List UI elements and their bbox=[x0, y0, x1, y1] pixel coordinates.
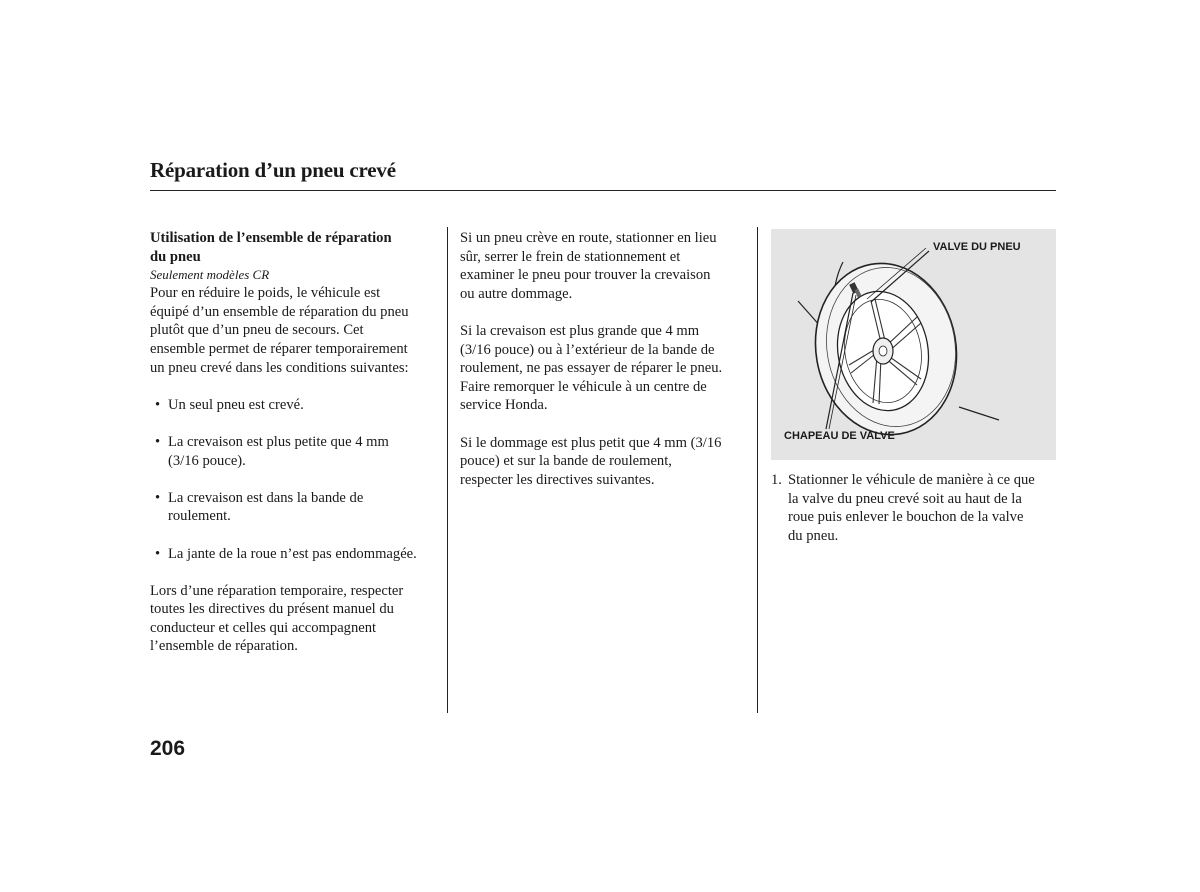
bullet-icon: • bbox=[155, 433, 161, 450]
column-3-text bbox=[771, 471, 1063, 545]
column-divider-2 bbox=[757, 227, 758, 713]
closing-paragraph bbox=[150, 582, 442, 656]
paragraph-line: respecter les directives suivantes. bbox=[460, 471, 655, 488]
paragraph-small-puncture bbox=[460, 434, 752, 490]
intro-line: plutôt que d’un pneu de secours. Cet bbox=[150, 322, 364, 339]
paragraph-stop-and-inspect bbox=[460, 229, 752, 303]
bullet-item bbox=[150, 396, 442, 415]
paragraph-line: Faire remorquer le véhicule à un centre de bbox=[460, 378, 707, 395]
paragraph-line: roulement, ne pas essayer de réparer le pneu. bbox=[460, 360, 723, 377]
valve-cap-label: CHAPEAU DE VALVE bbox=[784, 430, 895, 442]
column-1 bbox=[150, 229, 442, 656]
step-line: du pneu. bbox=[788, 527, 839, 544]
intro-paragraph bbox=[150, 284, 442, 377]
intro-line: Pour en réduire le poids, le véhicule est bbox=[150, 285, 381, 302]
intro-line: ensemble permet de réparer temporairement bbox=[150, 340, 408, 357]
bullet-text: La crevaison est dans la bande de bbox=[168, 489, 364, 506]
closing-line: Lors d’une réparation temporaire, respecter bbox=[150, 582, 404, 599]
paragraph-line: pouce) et sur la bande de roulement, bbox=[460, 453, 672, 470]
bullet-text: La crevaison est plus petite que 4 mm bbox=[168, 433, 389, 450]
bullet-item bbox=[150, 489, 442, 526]
step-line: la valve du pneu crevé soit au haut de la bbox=[788, 490, 1022, 507]
bullet-icon: • bbox=[155, 545, 161, 562]
bullet-item bbox=[150, 545, 442, 564]
paragraph-line: ou autre dommage. bbox=[460, 285, 573, 302]
bullet-text: (3/16 pouce). bbox=[168, 452, 246, 469]
title-rule bbox=[150, 190, 1056, 191]
step-number: 1. bbox=[771, 472, 782, 488]
paragraph-line: service Honda. bbox=[460, 397, 548, 414]
bullet-text: La jante de la roue n’est pas endommagée. bbox=[168, 545, 417, 562]
step-1 bbox=[771, 471, 1063, 545]
intro-line: équipé d’un ensemble de réparation du pneu bbox=[150, 303, 409, 320]
tire-valve-figure bbox=[771, 229, 1056, 460]
closing-line: conducteur et celles qui accompagnent bbox=[150, 619, 377, 636]
bullet-icon: • bbox=[155, 489, 161, 506]
paragraph-line: Si la crevaison est plus grande que 4 mm bbox=[460, 322, 700, 339]
section-heading bbox=[150, 229, 442, 266]
bullet-text: roulement. bbox=[168, 508, 231, 525]
bullet-item bbox=[150, 433, 442, 470]
page-number: 206 bbox=[150, 737, 186, 760]
paragraph-line: Si le dommage est plus petit que 4 mm (3/16 bbox=[460, 434, 722, 451]
page-title: Réparation d’un pneu crevé bbox=[150, 158, 396, 182]
paragraph-line: (3/16 pouce) ou à l’extérieur de la bande de bbox=[460, 341, 715, 358]
column-2 bbox=[460, 229, 752, 489]
paragraph-line: examiner le pneu pour trouver la crevaison bbox=[460, 267, 711, 284]
paragraph-line: Si un pneu crève en route, stationner en lieu bbox=[460, 230, 717, 246]
model-note: Seulement modèles CR bbox=[150, 267, 270, 283]
paragraph-line: sûr, serrer le frein de stationnement et bbox=[460, 248, 681, 265]
bullet-icon: • bbox=[155, 396, 161, 413]
step-line: Stationner le véhicule de manière à ce que bbox=[788, 472, 1035, 488]
column-divider-1 bbox=[447, 227, 448, 713]
closing-line: toutes les directives du présent manuel du bbox=[150, 601, 394, 618]
step-line: roue puis enlever le bouchon de la valve bbox=[788, 509, 1024, 526]
bullet-text: Un seul pneu est crevé. bbox=[168, 396, 304, 413]
section-heading-line-1: Utilisation de l’ensemble de réparation bbox=[150, 230, 392, 246]
section-heading-line-2: du pneu bbox=[150, 248, 201, 265]
closing-line: l’ensemble de réparation. bbox=[150, 638, 298, 655]
paragraph-large-puncture bbox=[460, 322, 752, 415]
wheel-illustration bbox=[771, 229, 1056, 460]
valve-label: VALVE DU PNEU bbox=[933, 241, 1021, 253]
intro-line: un pneu crevé dans les conditions suivantes: bbox=[150, 359, 409, 376]
